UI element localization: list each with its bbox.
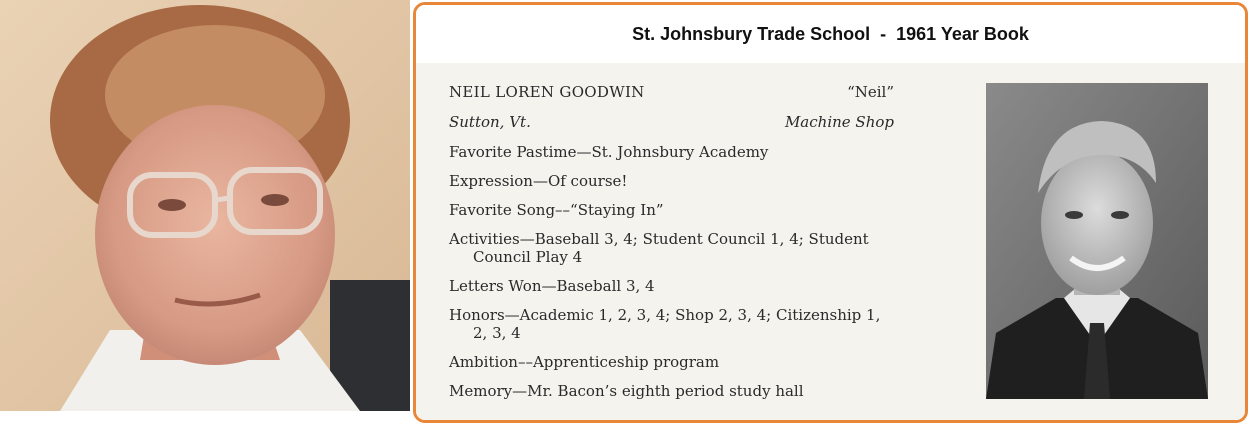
honors: Honors—Academic 1, 2, 3, 4; Shop 2, 3, 4; Citizenship 1, 2, 3, 4 xyxy=(449,306,881,342)
card-title: St. Johnsbury Trade School - 1961 Year Book xyxy=(416,5,1245,63)
yearbook-card xyxy=(413,2,1248,423)
recent-portrait-illustration xyxy=(0,0,410,411)
favorite-pastime: Favorite Pastime—St. Johnsbury Academy xyxy=(449,143,769,161)
student-hometown: Sutton, Vt. xyxy=(449,113,531,131)
letters-won: Letters Won—Baseball 3, 4 xyxy=(449,277,655,295)
yearbook-page xyxy=(416,63,1245,420)
yearbook-portrait-illustration xyxy=(986,83,1208,399)
yearbook-portrait-photo xyxy=(986,83,1208,399)
expression: Expression—Of course! xyxy=(449,172,628,190)
student-shop: Machine Shop xyxy=(784,113,894,131)
student-name: NEIL LOREN GOODWIN xyxy=(449,83,645,101)
activities: Activities—Baseball 3, 4; Student Council 1, 4; Student Council Play 4 xyxy=(449,230,869,266)
ambition: Ambition––Apprenticeship program xyxy=(449,353,720,371)
student-nickname: “Neil” xyxy=(847,83,894,101)
memory: Memory—Mr. Bacon’s eighth period study hall xyxy=(449,382,804,400)
yearbook-entry xyxy=(449,83,894,411)
name-row xyxy=(449,83,894,101)
favorite-song: Favorite Song––“Staying In” xyxy=(449,201,664,219)
recent-portrait-photo xyxy=(0,0,410,411)
hometown-row xyxy=(449,113,894,131)
